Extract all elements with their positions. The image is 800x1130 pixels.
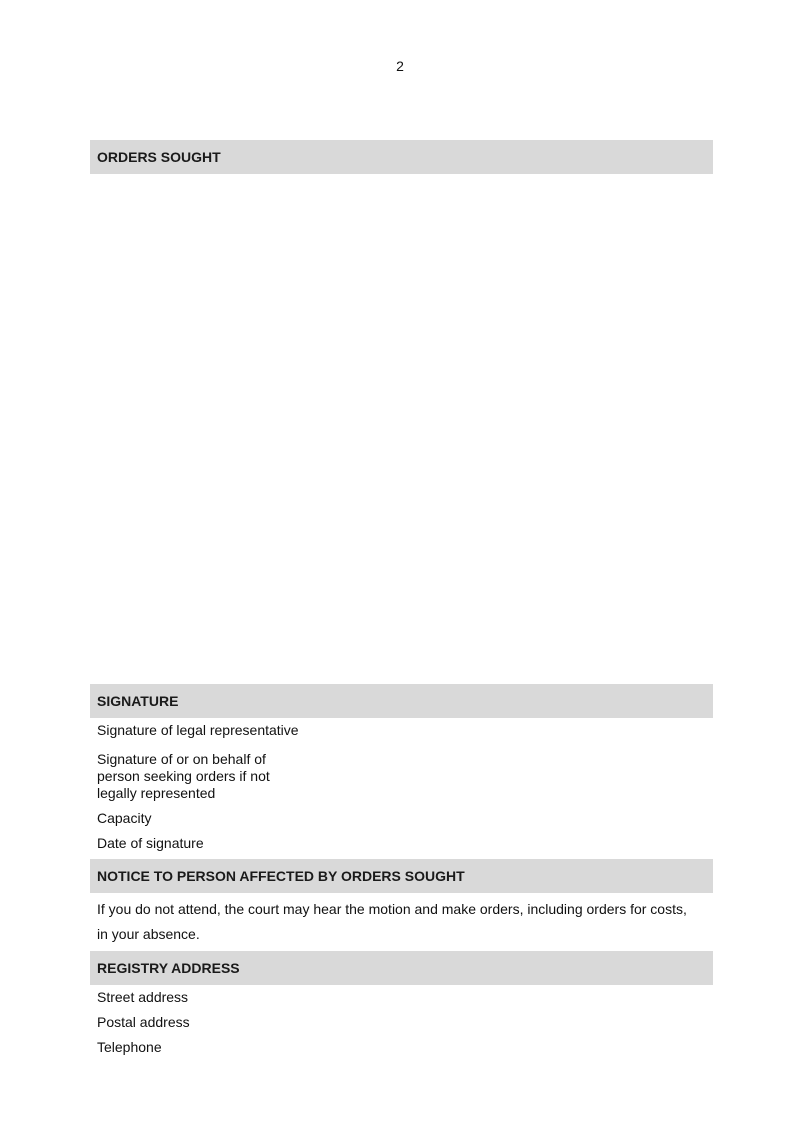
capacity-label: Capacity <box>97 810 152 826</box>
registry-address-heading: REGISTRY ADDRESS <box>90 951 713 985</box>
date-of-signature-label: Date of signature <box>97 835 204 851</box>
signature-heading: SIGNATURE <box>90 684 713 718</box>
orders-sought-heading: ORDERS SOUGHT <box>90 140 713 174</box>
telephone-label: Telephone <box>97 1039 162 1055</box>
notice-text: If you do not attend, the court may hear the motion and make orders, including orders for costs, in your absence. <box>97 901 687 942</box>
person-signature-label: Signature of or on behalf of person seeking orders if not legally represented <box>97 751 270 801</box>
street-address-label: Street address <box>97 989 189 1005</box>
notice-heading: NOTICE TO PERSON AFFECTED BY ORDERS SOUGHT <box>90 859 713 893</box>
legal-representative-signature-label: Signature of legal representative <box>97 722 299 738</box>
postal-address-label: Postal address <box>97 1014 190 1030</box>
page-number: 2 <box>396 58 404 74</box>
